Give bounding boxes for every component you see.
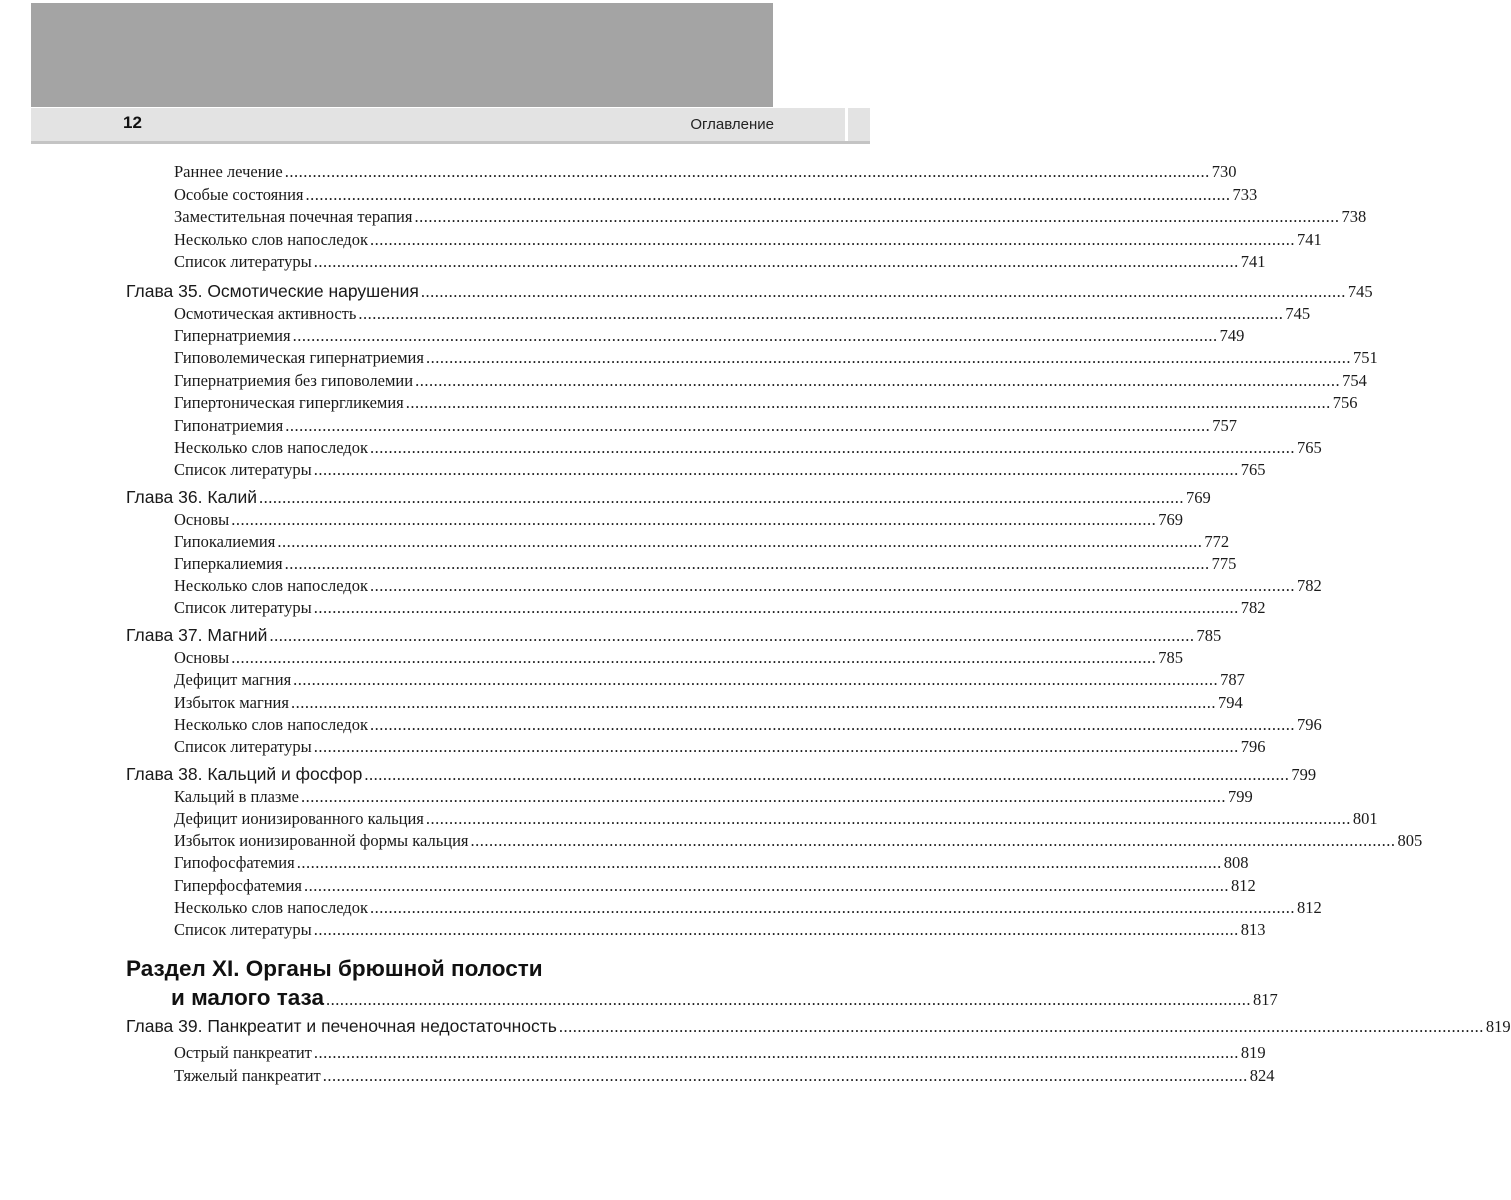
page-ref: 738 — [1341, 207, 1367, 226]
page-ref: 772 — [1204, 532, 1230, 551]
entry-title: Избыток магния — [174, 693, 289, 712]
toc-entry[interactable] — [174, 576, 1322, 597]
dot-leader: ........................................................................................................................................................................................................ — [369, 898, 1295, 917]
toc-entry[interactable] — [174, 371, 1367, 392]
chapter-entry[interactable] — [126, 487, 1211, 510]
entry-title: Острый панкреатит — [174, 1043, 312, 1062]
page-ref: 805 — [1397, 831, 1423, 850]
toc-entry[interactable] — [174, 1043, 1266, 1064]
entry-title: Список литературы — [174, 460, 312, 479]
entry-title: Гиперкалиемия — [174, 554, 283, 573]
entry-title: Несколько слов напоследок — [174, 576, 368, 595]
toc-entry[interactable] — [174, 876, 1256, 897]
toc-entry[interactable] — [174, 693, 1243, 714]
dot-leader: ........................................................................................................................................................................................................ — [322, 1066, 1248, 1085]
entry-title: Список литературы — [174, 920, 312, 939]
toc-entry[interactable] — [174, 416, 1237, 437]
dot-leader: ........................................................................................................................................................................................................ — [369, 576, 1295, 595]
dot-leader: ........................................................................................................................................................................................................ — [313, 920, 1239, 939]
page-ref: 819 — [1240, 1043, 1266, 1062]
page-ref: 749 — [1219, 326, 1245, 345]
page-ref: 765 — [1296, 438, 1322, 457]
dot-leader: ........................................................................................................................................................................................................ — [470, 831, 1396, 850]
chapter-title: Глава 38. Кальций и фосфор — [126, 764, 363, 784]
page-ref: 769 — [1158, 510, 1183, 529]
page-ref: 785 — [1196, 626, 1222, 645]
page-number: 12 — [123, 113, 142, 132]
dot-leader: ........................................................................................................................................................................................................ — [313, 598, 1239, 617]
dot-leader: ........................................................................................................................................................................................................ — [558, 1017, 1484, 1036]
toc-entry[interactable] — [174, 438, 1322, 459]
dot-leader: ........................................................................................................................................................................................................ — [313, 1043, 1239, 1062]
page-ref: 745 — [1347, 282, 1373, 301]
dot-leader: ........................................................................................................................................................................................................ — [290, 693, 1216, 712]
dot-leader: ........................................................................................................................................................................................................ — [231, 648, 1157, 667]
page-ref: 799 — [1227, 787, 1253, 806]
page-ref: 824 — [1249, 1066, 1275, 1085]
chapter-entry[interactable] — [126, 764, 1317, 787]
entry-title: Гиповолемическая гипернатриемия — [174, 348, 424, 367]
page-ref: 785 — [1158, 648, 1183, 667]
entry-title: Гипонатриемия — [174, 416, 284, 435]
toc-entry[interactable] — [174, 185, 1258, 206]
entry-title: Основы — [174, 510, 230, 529]
entry-title: Список литературы — [174, 252, 312, 271]
section-page: 817 — [1252, 990, 1278, 1009]
page-ref: 782 — [1240, 598, 1266, 617]
dot-leader: ........................................................................................................................................................................................................ — [325, 990, 1251, 1009]
entry-title: Гипернатриемия — [174, 326, 291, 345]
page-ref: 741 — [1296, 230, 1322, 249]
entry-title: Несколько слов напоследок — [174, 438, 368, 457]
page-ref: 801 — [1352, 809, 1378, 828]
toc-entry[interactable] — [174, 787, 1253, 808]
toc-entry[interactable] — [174, 304, 1311, 325]
toc-entry[interactable] — [174, 510, 1183, 531]
dot-leader: ........................................................................................................................................................................................................ — [269, 626, 1195, 645]
dot-leader: ........................................................................................................................................................................................................ — [285, 416, 1211, 435]
toc-entry[interactable] — [174, 898, 1322, 919]
section-title: Раздел XI. Органы брюшной полости — [126, 956, 543, 981]
toc-entry[interactable] — [174, 230, 1322, 251]
page-ref: 787 — [1220, 670, 1245, 689]
page-ref: 813 — [1240, 920, 1266, 939]
entry-title: Особые состояния — [174, 185, 304, 204]
entry-title: Основы — [174, 648, 230, 667]
toc-entry[interactable] — [174, 554, 1237, 575]
dot-leader: ........................................................................................................................................................................................................ — [425, 348, 1351, 367]
toc-entry[interactable] — [174, 598, 1266, 619]
dot-leader: ........................................................................................................................................................................................................ — [364, 765, 1290, 784]
toc-entry[interactable] — [174, 348, 1378, 369]
toc-entry[interactable] — [174, 326, 1245, 347]
entry-title: Осмотическая активность — [174, 304, 357, 323]
dot-leader: ........................................................................................................................................................................................................ — [358, 304, 1284, 323]
toc-entry[interactable] — [174, 532, 1230, 553]
toc-entry[interactable] — [174, 809, 1378, 830]
page-ref: 808 — [1223, 853, 1249, 872]
dot-leader: ........................................................................................................................................................................................................ — [284, 554, 1210, 573]
dot-leader: ........................................................................................................................................................................................................ — [313, 460, 1239, 479]
dot-leader: ........................................................................................................................................................................................................ — [420, 282, 1346, 301]
section-title-cont: и малого таза — [171, 985, 324, 1010]
toc-entry[interactable] — [174, 207, 1367, 228]
page-ref: 745 — [1285, 304, 1311, 323]
page-ref: 751 — [1352, 348, 1378, 367]
dot-leader: ........................................................................................................................................................................................................ — [296, 853, 1222, 872]
chapter-entry[interactable] — [126, 625, 1222, 648]
page-ref: 756 — [1332, 393, 1358, 412]
toc-entry[interactable] — [174, 670, 1245, 691]
section-entry[interactable] — [171, 985, 1278, 1011]
entry-title: Гиперфосфатемия — [174, 876, 303, 895]
toc-entry[interactable] — [174, 460, 1266, 481]
page-ref: 757 — [1212, 416, 1237, 435]
toc-entry[interactable] — [174, 920, 1266, 941]
toc-entry[interactable] — [174, 715, 1322, 736]
entry-title: Кальций в плазме — [174, 787, 299, 806]
chapter-title: Глава 37. Магний — [126, 625, 268, 645]
entry-title: Несколько слов напоследок — [174, 715, 368, 734]
entry-title: Избыток ионизированной формы кальция — [174, 831, 469, 850]
entry-title: Гипертоническая гипергликемия — [174, 393, 404, 412]
chapter-title: Глава 35. Осмотические нарушения — [126, 281, 419, 301]
dot-leader: ........................................................................................................................................................................................................ — [369, 438, 1295, 457]
dot-leader: ........................................................................................................................................................................................................ — [414, 207, 1340, 226]
entry-title: Список литературы — [174, 598, 312, 617]
toc-entry[interactable] — [174, 648, 1183, 669]
entry-title: Несколько слов напоследок — [174, 230, 368, 249]
entry-title: Дефицит магния — [174, 670, 292, 689]
page-ref: 741 — [1240, 252, 1266, 271]
entry-title: Тяжелый панкреатит — [174, 1066, 321, 1085]
toc-entry[interactable] — [174, 737, 1266, 758]
dot-leader: ........................................................................................................................................................................................................ — [259, 488, 1185, 507]
dot-leader: ........................................................................................................................................................................................................ — [425, 809, 1351, 828]
entry-title: Список литературы — [174, 737, 312, 756]
dot-leader: ........................................................................................................................................................................................................ — [305, 185, 1231, 204]
page-ref: 794 — [1217, 693, 1243, 712]
page-ref: 799 — [1291, 765, 1317, 784]
chapter-entry[interactable] — [126, 1016, 1511, 1039]
chapter-entry[interactable] — [126, 281, 1373, 304]
page-ref: 769 — [1186, 488, 1211, 507]
entry-title: Раннее лечение — [174, 162, 283, 181]
running-head: Оглавление — [690, 116, 774, 133]
toc-entry[interactable] — [174, 1066, 1275, 1087]
page-ref: 733 — [1232, 185, 1258, 204]
dot-leader: ........................................................................................................................................................................................................ — [313, 737, 1239, 756]
page-ref: 819 — [1485, 1017, 1511, 1036]
dot-leader: ........................................................................................................................................................................................................ — [284, 162, 1210, 181]
entry-title: Заместительная почечная терапия — [174, 207, 413, 226]
entry-title: Гипокалиемия — [174, 532, 276, 551]
toc-entry[interactable] — [174, 162, 1237, 183]
page-ref: 730 — [1211, 162, 1237, 181]
page-ref: 754 — [1342, 371, 1367, 390]
toc-entry[interactable] — [174, 393, 1358, 414]
dot-leader: ........................................................................................................................................................................................................ — [304, 876, 1230, 895]
page-ref: 782 — [1296, 576, 1322, 595]
dot-leader: ........................................................................................................................................................................................................ — [231, 510, 1157, 529]
page-ref: 775 — [1211, 554, 1237, 573]
page-ref: 796 — [1240, 737, 1266, 756]
page-ref: 812 — [1231, 876, 1256, 895]
dot-leader: ........................................................................................................................................................................................................ — [292, 326, 1218, 345]
dot-leader: ........................................................................................................................................................................................................ — [369, 715, 1295, 734]
page-ref: 812 — [1296, 898, 1322, 917]
dot-leader: ........................................................................................................................................................................................................ — [369, 230, 1295, 249]
page-ref: 796 — [1296, 715, 1322, 734]
toc-entry[interactable] — [174, 853, 1249, 874]
entry-title: Гипернатриемия без гиповолемии — [174, 371, 414, 390]
dot-leader: ........................................................................................................................................................................................................ — [300, 787, 1226, 806]
toc-entry[interactable] — [174, 252, 1266, 273]
entry-title: Гипофосфатемия — [174, 853, 295, 872]
chapter-title: Глава 36. Калий — [126, 487, 258, 507]
page-ref: 765 — [1240, 460, 1266, 479]
entry-title: Несколько слов напоследок — [174, 898, 368, 917]
dot-leader: ........................................................................................................................................................................................................ — [277, 532, 1203, 551]
dot-leader: ........................................................................................................................................................................................................ — [313, 252, 1239, 271]
dot-leader: ........................................................................................................................................................................................................ — [405, 393, 1331, 412]
entry-title: Дефицит ионизированного кальция — [174, 809, 424, 828]
toc-entry[interactable] — [174, 831, 1423, 852]
dot-leader: ........................................................................................................................................................................................................ — [415, 371, 1341, 390]
chapter-title: Глава 39. Панкреатит и печеночная недостаточность — [126, 1016, 557, 1036]
dot-leader: ........................................................................................................................................................................................................ — [293, 670, 1219, 689]
